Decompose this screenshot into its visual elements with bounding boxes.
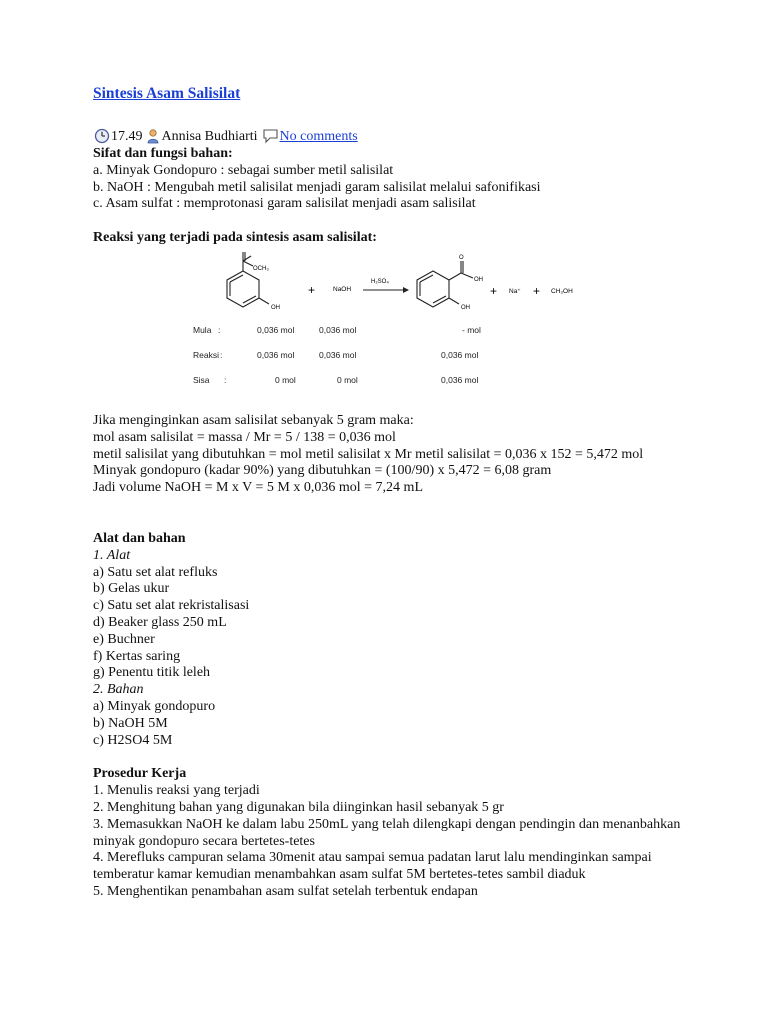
ester-group-label: OCH₃ bbox=[253, 265, 269, 272]
alat-item: g) Penentu titik leleh bbox=[93, 665, 211, 681]
clock-icon bbox=[93, 128, 111, 145]
catalyst-label: H₂SO₄ bbox=[371, 278, 389, 285]
table-row bbox=[193, 375, 478, 385]
alat-item: f) Kertas saring bbox=[93, 648, 181, 664]
salicylic-acid-structure bbox=[417, 261, 473, 307]
plus-sign: + bbox=[308, 282, 316, 297]
alat-subheading: 1. Alat bbox=[93, 547, 131, 563]
author-icon bbox=[146, 128, 162, 145]
sifat-heading: Sifat dan fungsi bahan: bbox=[93, 146, 233, 161]
alat-heading: Alat dan bahan bbox=[93, 530, 186, 546]
row-colon: : bbox=[224, 374, 227, 385]
cell-product: 0,036 mol bbox=[441, 349, 479, 360]
cell-naoh: 0 mol bbox=[337, 374, 358, 385]
post-meta bbox=[93, 128, 693, 146]
alat-item: b) Gelas ukur bbox=[93, 581, 170, 597]
post-time: 17.49 bbox=[111, 128, 143, 144]
plus-sign: + bbox=[533, 283, 541, 298]
cell-product: - mol bbox=[462, 324, 481, 335]
oh-label: OH bbox=[271, 304, 280, 311]
prosedur-step: 1. Menulis reaksi yang terjadi bbox=[93, 783, 260, 799]
naoh-label: NaOH bbox=[333, 285, 352, 293]
sodium-ion-label: Na⁺ bbox=[509, 287, 521, 295]
calc-line: Jika menginginkan asam salisilat sebanyak 5 gram maka: bbox=[93, 412, 414, 428]
alat-item: c) Satu set alat rekristalisasi bbox=[93, 598, 250, 614]
calc-line: mol asam salisilat = massa / Mr = 5 / 138 = 0,036 mol bbox=[93, 429, 396, 445]
comments-link[interactable]: No comments bbox=[279, 128, 358, 144]
alat-item: a) Satu set alat refluks bbox=[93, 564, 218, 580]
calc-line: Minyak gondopuro (kadar 90%) yang dibutuhkan = (100/90) x 5,472 = 6,08 gram bbox=[93, 463, 552, 479]
row-label: Mula bbox=[193, 324, 212, 335]
bahan-item: a) Minyak gondopuro bbox=[93, 698, 216, 714]
acid-phenol-oh-label: OH bbox=[461, 304, 470, 311]
alat-item: e) Buchner bbox=[93, 631, 155, 647]
sifat-item: b. NaOH : Mengubah metil salisilat menjadi garam salisilat melalui safonifikasi bbox=[93, 179, 541, 195]
methyl-salicylate-structure bbox=[227, 252, 269, 307]
row-label: Sisa bbox=[193, 374, 210, 385]
prosedur-heading: Prosedur Kerja bbox=[93, 766, 187, 782]
reaction-arrow bbox=[363, 287, 409, 293]
bahan-item: b) NaOH 5M bbox=[93, 715, 168, 731]
row-label: Reaksi bbox=[193, 349, 219, 360]
plus-sign: + bbox=[490, 283, 498, 298]
sifat-item: a. Minyak Gondopuro : sebagai sumber metil salisilat bbox=[93, 162, 394, 178]
sifat-item: c. Asam sulfat : memprotonasi garam salisilat menjadi asam salisilat bbox=[93, 196, 476, 212]
table-row bbox=[193, 325, 481, 335]
bahan-subheading: 2. Bahan bbox=[93, 682, 144, 698]
blog-post bbox=[93, 86, 693, 901]
row-colon: : bbox=[220, 349, 223, 360]
bahan-item: c) H2SO4 5M bbox=[93, 732, 173, 748]
reaction-scheme bbox=[93, 251, 693, 399]
cell-ester: 0,036 mol bbox=[257, 349, 295, 360]
acid-oh-label: OH bbox=[474, 276, 483, 283]
reaction-scheme-image bbox=[93, 251, 693, 399]
methanol-label: CH₃OH bbox=[551, 287, 573, 295]
comment-icon bbox=[262, 128, 280, 145]
post-author: Annisa Budhiarti bbox=[161, 128, 258, 144]
prosedur-step: 2. Menghitung bahan yang digunakan bila diinginkan hasil sebanyak 5 gr bbox=[93, 799, 504, 815]
prosedur-step: 3. Memasukkan NaOH ke dalam labu 250mL yang telah dilengkapi dengan pendingin dan menanbahkan minyak gondopuro secara bertetes-tetes bbox=[93, 816, 681, 849]
cell-ester: 0 mol bbox=[275, 374, 296, 385]
prosedur-step: 4. Merefluks campuran selama 30menit atau sampai semua padatan larut lalu mendinginkan sampai temberatur kamar kemudian menambahkan asam sulfat 5M bertetes-tetes sambil diaduk bbox=[93, 850, 652, 883]
prosedur-step: 5. Menghentikan penambahan asam sulfat setelah terbentuk endapan bbox=[93, 883, 478, 899]
cell-ester: 0,036 mol bbox=[257, 324, 295, 335]
calc-line: Jadi volume NaOH = M x V = 5 M x 0,036 mol = 7,24 mL bbox=[93, 480, 423, 496]
reaksi-heading: Reaksi yang terjadi pada sintesis asam salisilat: bbox=[93, 230, 377, 246]
cell-naoh: 0,036 mol bbox=[319, 324, 357, 335]
post-title-link[interactable]: Sintesis Asam Salisilat bbox=[93, 85, 241, 102]
acid-o-label: O bbox=[459, 254, 464, 261]
table-row bbox=[193, 350, 478, 360]
cell-product: 0,036 mol bbox=[441, 374, 479, 385]
calc-line: metil salisilat yang dibutuhkan = mol metil salisilat x Mr metil salisilat = 0,036 x 152 = 5,472 mol bbox=[93, 446, 644, 462]
stoichiometry-table bbox=[193, 325, 481, 385]
cell-naoh: 0,036 mol bbox=[319, 349, 357, 360]
alat-item: d) Beaker glass 250 mL bbox=[93, 614, 227, 630]
row-colon: : bbox=[218, 324, 221, 335]
